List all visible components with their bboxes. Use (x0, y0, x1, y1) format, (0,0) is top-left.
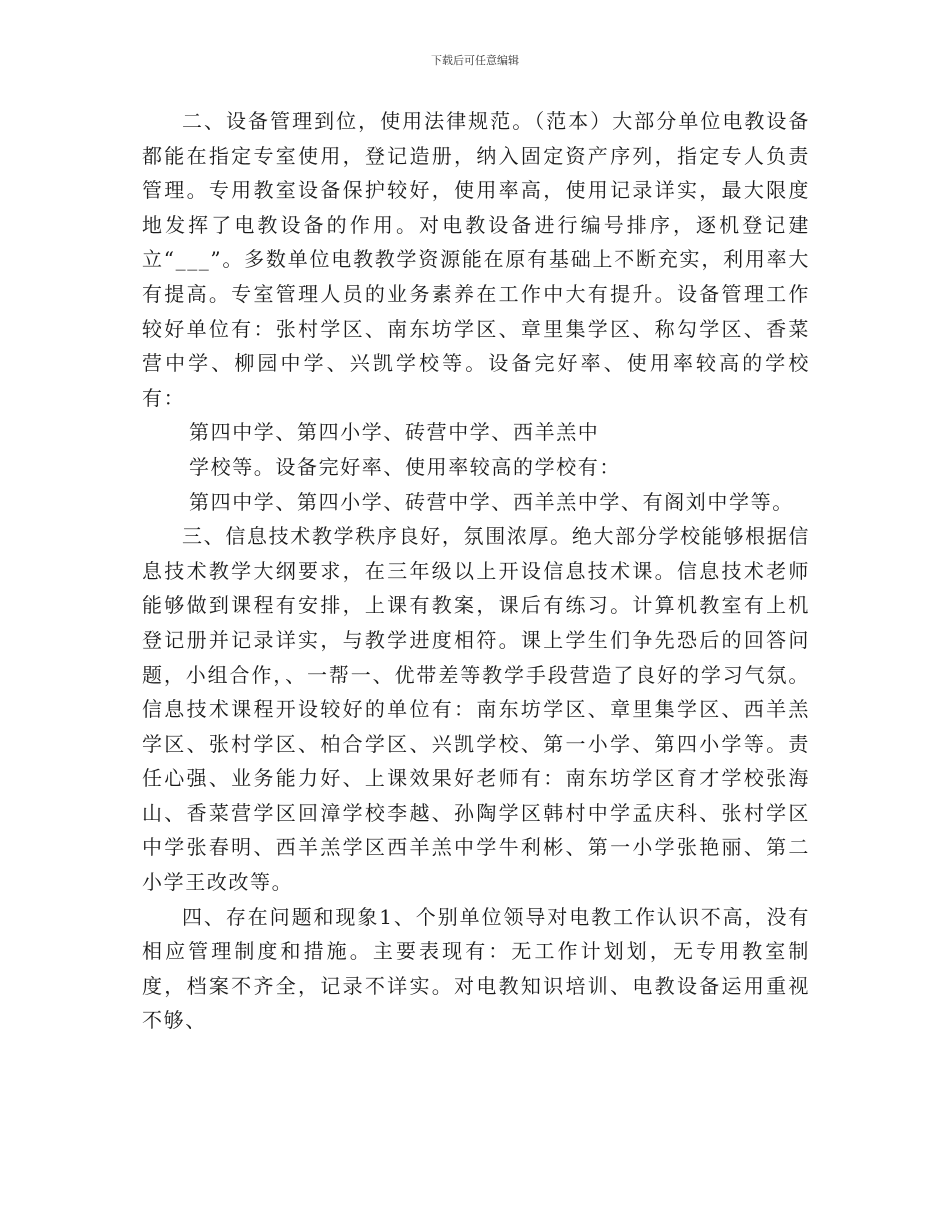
paragraph-problems: 四、存在问题和现象1、个别单位领导对电教工作认识不高，没有相应管理制度和措施。主要表现有：无工作计划划，无专用教室制度，档案不齐全，记录不详实。对电教知识培训、电教设备运用重视不够、 (142, 904, 810, 1033)
paragraph-school-list-3: 第四中学、第四小学、砖营中学、西羊羔中学、有阁刘中学等。 (189, 489, 794, 514)
paragraph-school-list-1: 第四中学、第四小学、砖营中学、西羊羔中 (189, 420, 600, 445)
paragraph-school-list-2: 学校等。设备完好率、使用率较高的学校有： (189, 454, 621, 479)
paragraph-it-teaching: 三、信息技术教学秩序良好，氛围浓厚。绝大部分学校能够根据信息技术教学大纲要求，在三年级以上开设信息技术课。信息技术老师能够做到课程有安排，上课有教案，课后有练习。计算机教室有上机登记册并记录详实，与教学进度相符。课上学生们争先恐后的回答问题，小组合作，、一帮一、优带差等教学手段营造了良好的学习气氛。信息技术课程开设较好的单位有：南东坊学区、章里集学区、西羊羔学区、张村学区、柏合学区、兴凯学校、第一小学、第四小学等。责任心强、业务能力好、上课效果好老师有：南东坊学区育才学校张海山、香菜营学区回漳学校李越、孙陶学区韩村中学孟庆科、张村学区中学张春明、西羊羔学区西羊羔中学牛利彬、第一小学张艳丽、第二小学王改改等。 (142, 524, 810, 895)
paragraph-equipment-management: 二、设备管理到位，使用法律规范。（范本）大部分单位电教设备都能在指定专室使用，登记造册，纳入固定资产序列，指定专人负责管理。专用教室设备保护较好，使用率高，使用记录详实，最大限度地发挥了电教设备的作用。对电教设备进行编号排序，逐机登记建立“___”。多数单位电教教学资源能在原有基础上不断充实，利用率大有提高。专室管理人员的业务素养在工作中大有提升。设备管理工作较好单位有：张村学区、南东坊学区、章里集学区、称勾学区、香菜营中学、柳园中学、兴凯学校等。设备完好率、使用率较高的学校有： (142, 109, 810, 410)
document-body (142, 104, 810, 1038)
page-header: 下载后可任意编辑 (431, 54, 519, 67)
